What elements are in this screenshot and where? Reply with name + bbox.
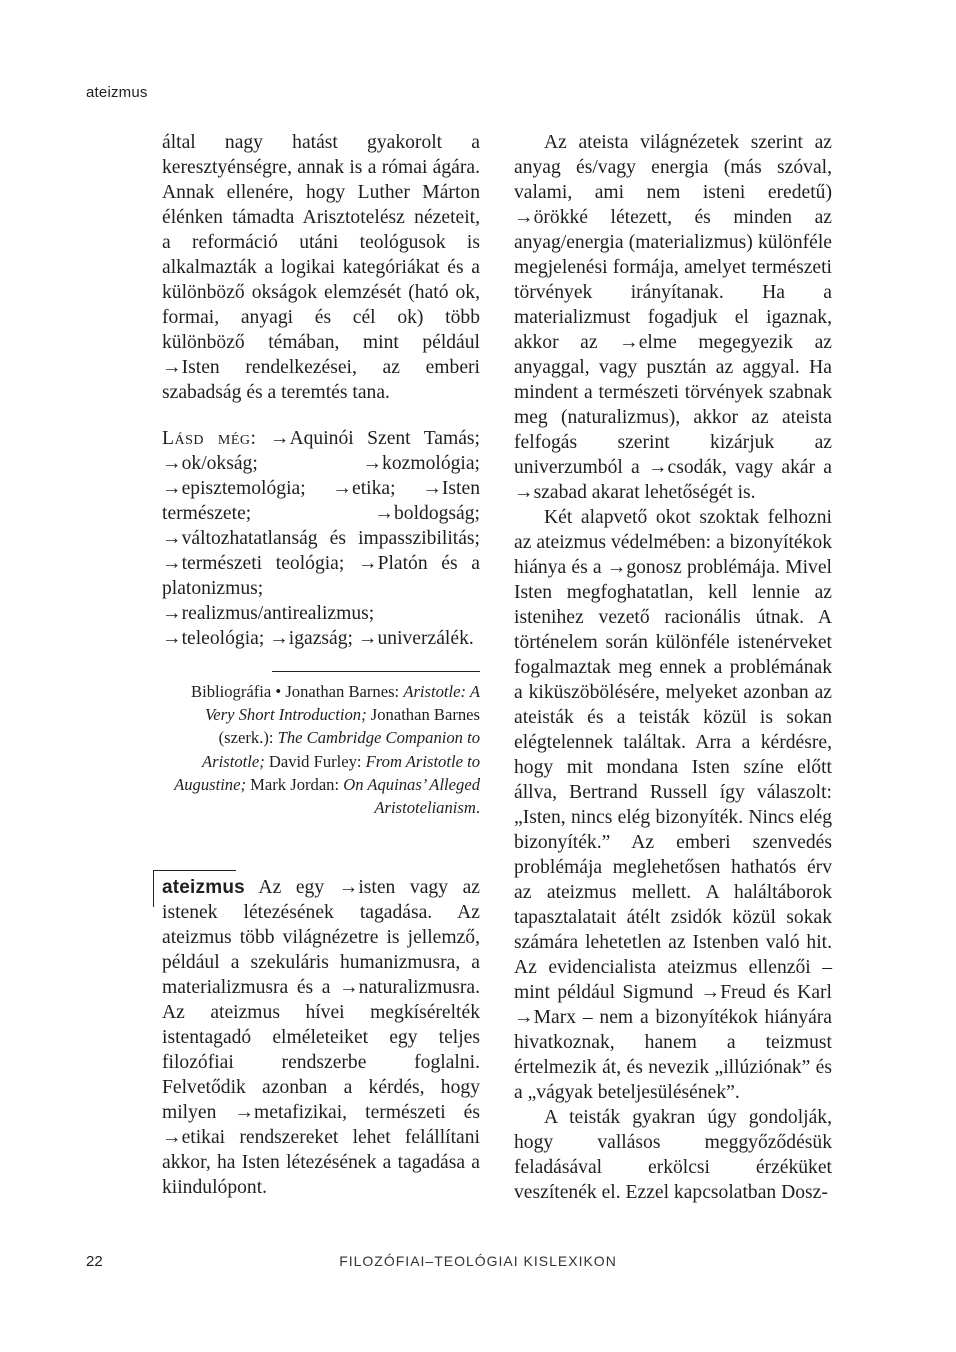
biblio-title: Aristotle: A Very Short Introduction; xyxy=(205,682,480,725)
biblio-title: On Aquinas’ Alleged Aristotelianism xyxy=(343,774,480,818)
see-also-paragraph xyxy=(162,426,480,651)
footer-book-title: FILOZÓFIAI–TEOLÓGIAI KISLEXIKON xyxy=(339,1253,617,1269)
right-column xyxy=(514,130,832,1205)
biblio-author: David Furley: xyxy=(264,751,366,771)
left-column xyxy=(162,130,480,1200)
biblio-author: Jonathan Barnes: xyxy=(285,682,404,701)
entry-ateizmus xyxy=(162,875,480,1200)
bibliography-separator: • xyxy=(271,682,286,701)
entry-bracket xyxy=(153,870,236,907)
bibliography xyxy=(162,680,480,819)
see-also-links: →Aquinói Szent Tamás; →ok/okság; →kozmológia; →episztemológia; →etika; →Isten természete; →boldogság; →változhatatlanság és impasszibilitás; →természeti teológia; →Platón és a platonizmus; →realizmus/antirealizmus; →teleológia; →igazság; →univerzálék. xyxy=(162,428,480,649)
body-paragraph: Két alapvető okot szoktak felhozni az ateizmus védelmében: a bizonyítékok hiánya és a →gonosz problémája. Mivel Isten megfoghatatlan, kell lennie az istenihez vezető racionális útnak. A történelem során különféle istenérveket fogalmaztak meg ennek a problémának a kiküszöbölésére, melyeket azonban az ateisták és a teisták közül is sokan elégtelennek találtak. Arra a kérdésre, hogy mit mondana Isten színe előtt állva, Bertrand Russell így válaszolt: „Isten, nincs elég bizonyíték. Nincs elég bizonyíték.” Az emberi szenvedés problémája meglehetősen hathatós érv az ateizmus mellett. A haláltáborok tapasztalatait átélt zsidók közül sokak számára lehetetlen az Istenben való hit. Az evidencialista ateizmus ellenzői – mint például Sigmund →Freud és Karl →Marx – nem a bizonyítékok hiányára hivatkoznak, hanem a teizmust értelmezik át, és nevezik „illúziónak” és a „vágyak beteljesülésének”. xyxy=(514,507,832,1103)
page-number: 22 xyxy=(86,1253,103,1270)
entry-paragraph xyxy=(162,875,480,1200)
biblio-title: From Aristotle to Augustine; xyxy=(174,751,480,794)
biblio-author: Jonathan Barnes (szerk.): xyxy=(218,705,480,748)
continuation-paragraph: által nagy hatást gyakorolt a keresztyénségre, annak is a római ágára. Annak ellenére, hogy Luther Márton élénken támadta Arisztotelész nézeteit, a reformáció utáni teológusok is alkalmazták a logikai kategóriákat és a különböző okságok elemzését (ható ok, formai, anyagi és cél ok) több különböző témában, mint például →Isten rendelkezései, az emberi szabadság és a teremtés tana. xyxy=(162,132,480,403)
running-head: ateizmus xyxy=(86,84,148,101)
see-also-label: Lásd még: xyxy=(162,428,257,449)
biblio-author: Mark Jordan: xyxy=(246,774,344,794)
biblio-title: The Cambridge Companion to Aristotle; xyxy=(202,728,480,771)
bibliography-divider xyxy=(272,671,480,672)
body-paragraph: Az ateista világnézetek szerint az anyag és/vagy energia (más szóval, valami, ami nem isteni eredetű) →örökké létezett, és minden az anyag/energia (materializmus) különféle megjelenési formája, amelyet természeti törvények irányítanak. Ha a materializmust fogadjuk el igaznak, akkor az →elme megegyezik az anyaggal, vagy pusztán az aggyal. Ha mindent a természeti törvények szabnak meg (naturalizmus), akkor az ateista felfogás szerint kizárjuk az univerzumból a →csodák, vagy akár a →szabad akarat lehetőségét is. xyxy=(514,132,832,503)
bibliography-label: Bibliográfia xyxy=(191,682,272,701)
biblio-end: . xyxy=(475,798,480,818)
entry-definition: Az egy →isten vagy az istenek létezésének tagadása. Az ateizmus több világnézetre is jellemző, például a szekuláris humanizmusra, a materializmusra és a →naturalizmusra. Az ateizmus hívei megkísérelték istentagadó elméleteiket egy teljes filozófiai rendszerbe foglalni. Felvetődik azonban a kérdés, hogy milyen →metafizikai, természeti és →etikai rendszereket lehet felállítani akkor, ha Isten létezésének a tagadása a kiindulópont. xyxy=(162,877,480,1199)
entry-headword: ateizmus xyxy=(162,877,245,899)
body-paragraph: A teisták gyakran úgy gondolják, hogy vallásos meggyőződésük feladásával erkölcsi érzéküket veszítenék el. Ezzel kapcsolatban Dosz- xyxy=(514,1107,832,1203)
